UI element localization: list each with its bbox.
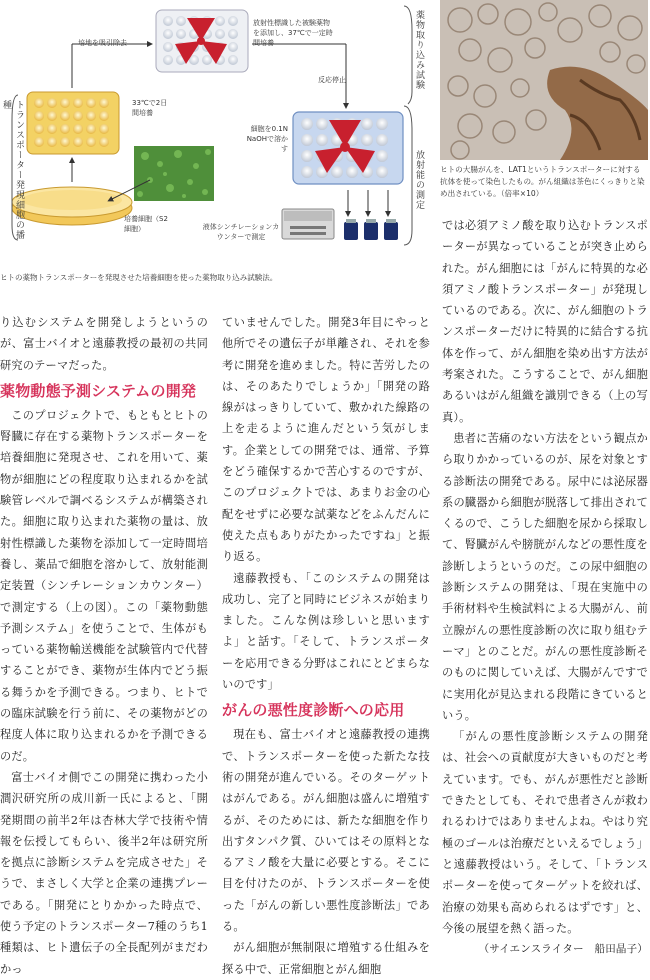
paragraph-right-3: 「がんの悪性度診断システムの開発は、社会への貢献度が大きいものだと考えています。でも、がんが悪性だと診断できたとしても、それで患者さんが救われるわけではありませんよね。やはり究極のゴールは治療だといえるでしょう」と遠藤教授はいう。そして、「トランスポーターを使ってターゲットを絞れば、治療の効果も高められるはずです」と、今後の展望を熱く語った。 (442, 730, 648, 935)
label-seeding: トランスポーター発現細胞の播種 (1, 100, 24, 240)
sample-vials (344, 219, 398, 240)
figure-caption: ヒトの薬物トランスポーターを発現させた培養細胞を使った薬物取り込み試験法。 (0, 273, 278, 282)
petri-dish (12, 187, 132, 225)
step-add-drug: 放射性標識した被験薬物を添加し、37℃で一定時間培養 (253, 19, 333, 47)
plate-drug-added (156, 10, 248, 72)
heading-cancer-diagnosis: がんの悪性度診断への応用 (222, 701, 405, 720)
column-right (442, 215, 648, 960)
step-counter: 液体シンチレーションカウンターで測定 (202, 223, 280, 241)
figure-drawing (0, 0, 420, 295)
step-culture: 33℃で2日間培養 (132, 99, 168, 117)
paragraph-right-1: では必須アミノ酸を取り込むトランスポーターが異なっていることが突き止められた。がん細胞には「がんに特異的な必須アミノ酸トランスポーター」が発現しているのである。次に、がん細胞のトランスポーターだけに特異的に結合する抗体を作って、がん細胞を染め出す方法が考案された。こうすることで、がん細胞あるいはがん組織を識別できる（上の写真）。 (442, 219, 648, 424)
paragraph-2-2: 遠藤教授も、「このシステムの開発は成功し、完了と同時にビジネスが始まりました。こんな例は珍しいと思いますよ」と話す。「そして、トランスポーターを応用できる分野はこれにとどまらないのです」 (222, 571, 430, 692)
histology-photo (440, 0, 648, 160)
label-radioactivity: 放射能の測定 (414, 150, 424, 210)
paragraph-2-4: がん細胞が無制限に増殖する仕組みを探る中で、正常細胞とがん細胞 (222, 941, 430, 976)
paragraph-1-2: 富士バイオ側でこの開発に携わった小澗沢研究所の成川新一氏によると、「開発期間の前半2年は杏林大学で技術や情報を伝授してもらい、後半2年は研究所を拠点に診断システムを完成させた」そうで、まさしく大学と企業の連携プレーである。「開発にとりかかった時点で、使う予定のトランスポーター7種のうち1種類は、ヒト遺伝子の全長配列がまだわかっ (0, 770, 208, 976)
paragraph-1-0: り込むシステムを開発しようというのが、富士バイオと遠藤教授の最初の共同研究のテーマだった。 (0, 316, 208, 372)
byline: （サイエンスライター 船田晶子） (478, 943, 648, 956)
scintillation-counter (282, 209, 334, 239)
paragraph-1-1: このプロジェクトで、もともとヒトの腎臓に存在する薬物トランスポーターを培養細胞に発現させ、これを用いて、薬物が細胞にどの程度取り込まれるかを試験管レベルで調べるシステムが構築された。細胞に取り込まれた薬物の量は、放射性標識した薬物を添加して一定時間培養し、薬品で細胞を溶かして、放射能測定装置（シンチレーションカウンター）で測定する（上の図）。この「薬物動態予測システム」を使うことで、生体がもっている薬物輸送機能を試験管内で代替することができ、薬物が生体内でどう振る舞うかを予測できる。つまり、ヒトでの臨床試験を行う前に、その薬物がどの程度人体に取り込まれるかを予測できるのだ。 (0, 408, 208, 763)
paragraph-2-3: 現在も、富士バイオと遠藤教授の連携で、トランスポーターを使った新たな技術の開発が進んでいる。そのターゲットはがんである。がん細胞は盛んに増殖するが、そのためには、新たな細胞を作り出すタンパク質、ひいてはその原料となるアミノ酸を大量に必要とする。そこに目を付けたのが、トランスポーターを使った「がんの新しい悪性度診断法」である。 (222, 728, 430, 934)
photo-caption: ヒトの大腸がんを、LAT1というトランスポーターに対する抗体を使って染色したもの。がん組織は茶色にくっきりと染め出されている。（倍率×10） (440, 165, 645, 198)
heading-pk-system: 薬物動態予測システムの開発 (0, 381, 197, 400)
plate-dissolve-blue (293, 112, 403, 184)
step-stop: 反応停止 (318, 76, 346, 84)
label-uptake-test: 薬物取り込み試験 (414, 10, 424, 90)
column-2 (222, 312, 430, 980)
step-remove-medium: 培地を吸引除去 (78, 39, 127, 47)
cell-micrograph (134, 146, 214, 201)
paragraph-2-1: ていませんでした。開発3年目にやっと他所でその遺伝子が単離され、それを参考に開発を進めました。特に苦労したのは、そのあたりでしょうか」「開発の路線がはっきりしていて、敷かれた線路の上を走るように進んだという気がします。企業としての開発では、通常、予算をどう確保するかで苦心するのですが、このプロジェクトでは、あまりお金の心配をせずに必要な試薬などをふんだんに使えた点もありがたかったですね」と振り返る。 (222, 316, 430, 564)
plate-culture-yellow (27, 92, 119, 154)
column-1 (0, 312, 208, 980)
step-cells: 培養細胞（S2細胞） (124, 215, 168, 233)
paragraph-right-2: 患者に苦痛のない方法をという観点から取りかかっているのが、尿を対象とする診断法の開発である。尿中には泌尿器系の臓器から細胞が脱落して排出されてくるので、こうした細胞を尿から採取して、腎臓がんや膀胱がんなどの悪性度を診断しようというのだ。この尿中細胞の診断システムの開発は、「現在実施中の手術材料や生検試料による大腸がん、前立腺がんの悪性度診断の次に取り組むテーマ」とのことだ。がんの悪性度診断そのものに関していえば、大腸がんですでに実用化が見込まれる段階にきているという。 (442, 431, 648, 722)
step-dissolve: 細胞を0.1N NaOHで溶かす (246, 125, 288, 153)
tissue-image (440, 0, 648, 160)
process-figure (0, 0, 424, 295)
